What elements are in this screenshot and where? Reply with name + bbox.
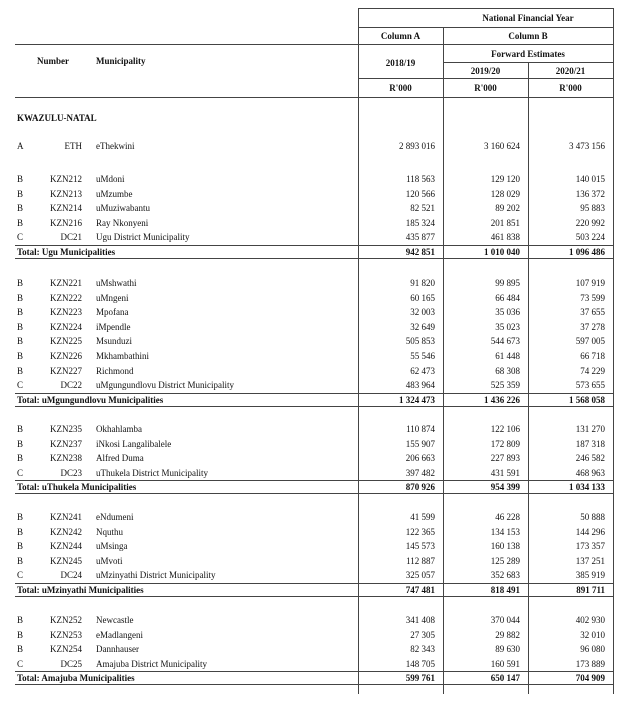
row-value-1: 82 521 (410, 203, 435, 213)
row-value-1: 185 324 (405, 218, 435, 228)
row-municipality: iMpendle (96, 322, 131, 332)
row-municipality: Alfred Duma (96, 453, 144, 463)
row-code: KZN238 (50, 453, 82, 463)
row-value-2: 129 120 (490, 174, 520, 184)
row-value-2: 89 630 (495, 644, 520, 654)
row-value-1: 435 877 (405, 232, 435, 242)
total-label: Total: uMgungundlovu Municipalities (17, 395, 164, 405)
row-category: B (17, 541, 24, 551)
row-value-1: 55 546 (410, 351, 435, 361)
row-code: KZN235 (50, 424, 82, 434)
row-value-1: 27 305 (410, 630, 435, 640)
row-value-3: 73 599 (580, 293, 605, 303)
total-label: Total: Ugu Municipalities (17, 247, 116, 257)
header-municipality: Municipality (96, 56, 146, 66)
row-category: B (17, 439, 24, 449)
total-value-2: 818 491 (490, 585, 520, 595)
rule-header-bottom (15, 97, 613, 98)
row-value-1: 32 003 (410, 307, 435, 317)
rule-col-b2-left (528, 62, 529, 694)
metro-value-1: 2 893 016 (399, 141, 435, 151)
row-value-2: 125 289 (490, 556, 520, 566)
header-number: Number (37, 56, 69, 66)
row-value-1: 120 566 (405, 189, 435, 199)
header-nfy: National Financial Year (482, 13, 574, 23)
rule-group-4-total-top (15, 671, 613, 672)
rule-right (613, 8, 614, 694)
row-municipality: Okhahlamba (96, 424, 142, 434)
row-code: KZN244 (50, 541, 82, 551)
row-municipality: Dannhauser (96, 644, 139, 654)
row-category: C (17, 380, 24, 390)
row-category: B (17, 644, 24, 654)
row-value-3: 140 015 (575, 174, 605, 184)
row-municipality: Ugu District Municipality (96, 232, 190, 242)
row-value-2: 35 023 (495, 322, 520, 332)
row-value-3: 95 883 (580, 203, 605, 213)
row-municipality: uMshwathi (96, 278, 137, 288)
rule-group-0-total-top (15, 245, 613, 246)
row-code: DC22 (60, 380, 82, 390)
row-municipality: uMvoti (96, 556, 123, 566)
rule-group-0-total-bottom (15, 258, 613, 259)
total-value-1: 1 324 473 (399, 395, 435, 405)
header-year-3: 2020/21 (555, 66, 586, 76)
row-municipality: Newcastle (96, 615, 134, 625)
rule-group-1-total-top (15, 393, 613, 394)
row-value-3: 503 224 (575, 232, 605, 242)
total-value-3: 1 096 486 (569, 247, 605, 257)
row-category: B (17, 351, 24, 361)
header-year-1: 2018/19 (385, 58, 416, 68)
row-value-2: 99 895 (495, 278, 520, 288)
row-value-1: 60 165 (410, 293, 435, 303)
metro-value-3: 3 473 156 (569, 141, 605, 151)
total-value-2: 1 010 040 (484, 247, 520, 257)
row-value-2: 201 851 (490, 218, 520, 228)
header-col-a: Column A (380, 31, 421, 41)
row-code: KZN223 (50, 307, 82, 317)
row-category: C (17, 468, 24, 478)
row-code: KZN237 (50, 439, 82, 449)
total-value-3: 704 909 (575, 673, 605, 683)
total-value-3: 891 711 (576, 585, 605, 595)
row-value-2: 370 044 (490, 615, 520, 625)
row-category: B (17, 336, 24, 346)
row-value-1: 206 663 (405, 453, 435, 463)
metro-value-2: 3 160 624 (484, 141, 520, 151)
row-code: KZN241 (50, 512, 82, 522)
row-value-2: 61 448 (495, 351, 520, 361)
row-code: KZN245 (50, 556, 82, 566)
row-value-1: 325 057 (405, 570, 435, 580)
row-municipality: uMzinyathi District Municipality (96, 570, 216, 580)
row-municipality: iNkosi Langalibalele (96, 439, 172, 449)
row-value-3: 137 251 (575, 556, 605, 566)
row-code: DC23 (60, 468, 82, 478)
rule-years (358, 78, 613, 79)
row-category: B (17, 174, 24, 184)
row-category: B (17, 424, 24, 434)
row-code: KZN212 (50, 174, 82, 184)
total-label: Total: uMzinyathi Municipalities (17, 585, 144, 595)
row-value-2: 431 591 (490, 468, 520, 478)
row-value-2: 89 202 (495, 203, 520, 213)
row-code: KZN214 (50, 203, 82, 213)
row-municipality: uMgungundlovu District Municipality (96, 380, 234, 390)
metro-code: ETH (64, 141, 82, 151)
rule-top (358, 8, 613, 9)
row-value-3: 50 888 (580, 512, 605, 522)
total-value-2: 954 399 (490, 482, 520, 492)
total-value-1: 870 926 (405, 482, 435, 492)
row-category: B (17, 278, 24, 288)
row-value-1: 155 907 (405, 439, 435, 449)
row-value-1: 505 853 (405, 336, 435, 346)
row-code: KZN253 (50, 630, 82, 640)
row-value-2: 134 153 (490, 527, 520, 537)
row-value-3: 131 270 (575, 424, 605, 434)
row-category: B (17, 293, 24, 303)
rule-group-3-total-bottom (15, 596, 613, 597)
row-value-3: 144 296 (575, 527, 605, 537)
row-municipality: eMadlangeni (96, 630, 143, 640)
row-category: B (17, 322, 24, 332)
row-value-2: 544 673 (490, 336, 520, 346)
total-value-1: 942 851 (405, 247, 435, 257)
row-value-1: 122 365 (405, 527, 435, 537)
total-label: Total: Amajuba Municipalities (17, 673, 135, 683)
row-value-1: 91 820 (410, 278, 435, 288)
row-value-3: 74 229 (580, 366, 605, 376)
row-category: C (17, 659, 24, 669)
header-year-2: 2019/20 (470, 66, 501, 76)
row-municipality: eNdumeni (96, 512, 134, 522)
row-value-2: 46 228 (495, 512, 520, 522)
row-code: KZN254 (50, 644, 82, 654)
row-value-2: 461 838 (490, 232, 520, 242)
row-code: DC24 (60, 570, 82, 580)
row-value-3: 37 655 (580, 307, 605, 317)
row-value-2: 172 809 (490, 439, 520, 449)
total-value-2: 1 436 226 (484, 395, 520, 405)
rule-col-a-left (358, 8, 359, 694)
row-municipality: Mpofana (96, 307, 129, 317)
row-category: B (17, 203, 24, 213)
row-value-3: 246 582 (575, 453, 605, 463)
row-code: DC25 (60, 659, 82, 669)
row-category: B (17, 189, 24, 199)
row-value-3: 173 357 (575, 541, 605, 551)
row-value-1: 118 563 (406, 174, 435, 184)
row-municipality: uThukela District Municipality (96, 468, 208, 478)
rule-group-3-total-top (15, 583, 613, 584)
row-value-3: 385 919 (575, 570, 605, 580)
row-value-3: 136 372 (575, 189, 605, 199)
total-value-3: 1 568 058 (569, 395, 605, 405)
metro-name: eThekwini (96, 141, 135, 151)
row-value-3: 220 992 (575, 218, 605, 228)
header-forward: Forward Estimates (491, 49, 565, 59)
row-municipality: uMdoni (96, 174, 125, 184)
row-value-1: 145 573 (405, 541, 435, 551)
header-col-b: Column B (508, 31, 548, 41)
row-value-2: 227 893 (490, 453, 520, 463)
header-unit-1: R'000 (389, 83, 412, 93)
row-municipality: Msunduzi (96, 336, 132, 346)
row-value-2: 128 029 (490, 189, 520, 199)
row-category: B (17, 630, 24, 640)
row-category: B (17, 307, 24, 317)
total-value-1: 599 761 (405, 673, 435, 683)
row-code: DC21 (60, 232, 82, 242)
row-value-3: 96 080 (580, 644, 605, 654)
province-heading: KWAZULU-NATAL (17, 113, 97, 123)
row-municipality: Amajuba District Municipality (96, 659, 207, 669)
row-category: B (17, 453, 24, 463)
row-value-3: 37 278 (580, 322, 605, 332)
rule-group-2-total-bottom (15, 493, 613, 494)
row-value-3: 107 919 (575, 278, 605, 288)
row-value-1: 32 649 (410, 322, 435, 332)
total-value-2: 650 147 (490, 673, 520, 683)
row-municipality: uMzumbe (96, 189, 133, 199)
row-category: B (17, 366, 24, 376)
row-value-1: 148 705 (405, 659, 435, 669)
row-municipality: Nquthu (96, 527, 123, 537)
rule-group-1-total-bottom (15, 406, 613, 407)
row-value-1: 112 887 (406, 556, 435, 566)
row-municipality: uMsinga (96, 541, 128, 551)
row-code: KZN242 (50, 527, 82, 537)
row-value-2: 160 591 (490, 659, 520, 669)
metro-category: A (17, 141, 24, 151)
row-category: B (17, 527, 24, 537)
rule-group-4-total-bottom (15, 684, 613, 685)
row-category: C (17, 232, 24, 242)
row-value-1: 62 473 (410, 366, 435, 376)
row-value-3: 32 010 (580, 630, 605, 640)
row-value-1: 82 343 (410, 644, 435, 654)
row-category: B (17, 512, 24, 522)
row-category: B (17, 615, 24, 625)
row-value-2: 122 106 (490, 424, 520, 434)
row-code: KZN216 (50, 218, 82, 228)
row-code: KZN225 (50, 336, 82, 346)
row-value-1: 341 408 (405, 615, 435, 625)
row-value-2: 525 359 (490, 380, 520, 390)
row-value-3: 402 930 (575, 615, 605, 625)
row-municipality: Mkhambathini (96, 351, 149, 361)
row-value-3: 187 318 (575, 439, 605, 449)
row-code: KZN213 (50, 189, 82, 199)
row-code: KZN221 (50, 278, 82, 288)
row-code: KZN222 (50, 293, 82, 303)
row-value-2: 66 484 (495, 293, 520, 303)
row-value-2: 160 138 (490, 541, 520, 551)
row-value-3: 597 005 (575, 336, 605, 346)
row-municipality: uMuziwabantu (96, 203, 150, 213)
row-value-1: 110 874 (406, 424, 435, 434)
row-municipality: Ray Nkonyeni (96, 218, 149, 228)
row-category: B (17, 556, 24, 566)
rule-nfy (358, 27, 613, 28)
total-value-3: 1 034 133 (569, 482, 605, 492)
row-municipality: uMngeni (96, 293, 129, 303)
row-value-2: 68 308 (495, 366, 520, 376)
row-category: B (17, 218, 24, 228)
row-value-3: 173 889 (575, 659, 605, 669)
rule-col-b-left (443, 27, 444, 694)
row-code: KZN224 (50, 322, 82, 332)
total-label: Total: uThukela Municipalities (17, 482, 137, 492)
row-value-1: 483 964 (405, 380, 435, 390)
row-value-3: 573 655 (575, 380, 605, 390)
row-value-2: 35 036 (495, 307, 520, 317)
row-code: KZN227 (50, 366, 82, 376)
row-value-2: 29 882 (495, 630, 520, 640)
header-unit-3: R'000 (559, 83, 582, 93)
header-unit-2: R'000 (474, 83, 497, 93)
row-value-3: 66 718 (580, 351, 605, 361)
row-value-1: 41 599 (410, 512, 435, 522)
row-category: C (17, 570, 24, 580)
row-code: KZN252 (50, 615, 82, 625)
row-value-3: 468 963 (575, 468, 605, 478)
row-value-1: 397 482 (405, 468, 435, 478)
row-municipality: Richmond (96, 366, 134, 376)
total-value-1: 747 481 (405, 585, 435, 595)
rule-group-2-total-top (15, 480, 613, 481)
row-value-2: 352 683 (490, 570, 520, 580)
rule-columns (15, 44, 613, 45)
row-code: KZN226 (50, 351, 82, 361)
